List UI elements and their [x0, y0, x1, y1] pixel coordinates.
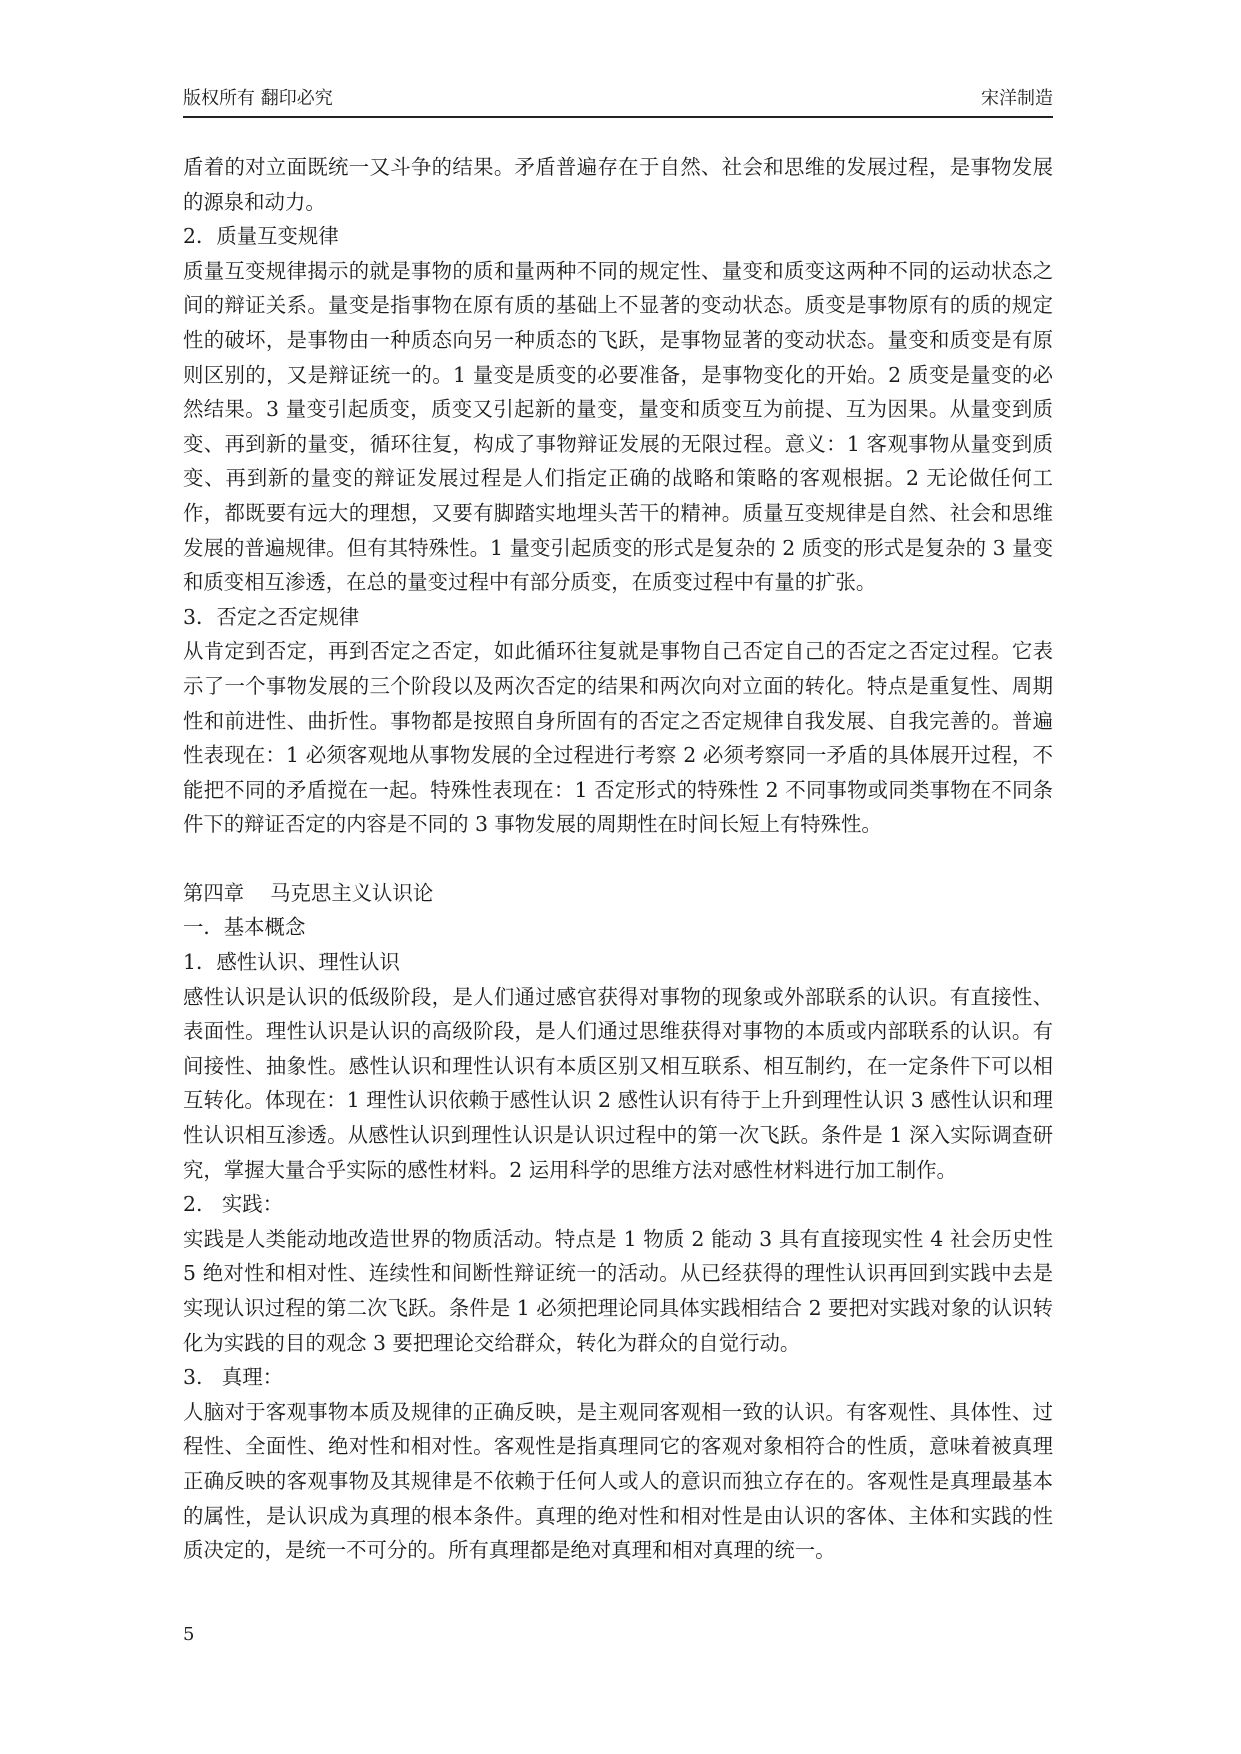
paragraph-practice: 实践是人类能动地改造世界的物质活动。特点是 1 物质 2 能动 3 具有直接现实性 4 社会历史性 5 绝对性和相对性、连续性和间断性辩证统一的活动。从已经获得的理性认识再回到实践中去是实现认识过程的第二次飞跃。条件是 1 必须把理论同具体实践相结合 2 要把对实践对象的认识转化为实践的目的观念 3 要把理论交给群众，转化为群众的自觉行动。: [183, 1226, 1053, 1355]
page-header: [183, 88, 1053, 118]
chapter-title: 第四章 马克思主义认识论: [183, 880, 434, 905]
heading-perceptual-rational: 1．感性认识、理性认识: [183, 950, 400, 975]
paragraph-perceptual-rational: 感性认识是认识的低级阶段，是人们通过感官获得对事物的现象或外部联系的认识。有直接性、表面性。理性认识是认识的高级阶段，是人们通过思维获得对事物的本质或内部联系的认识。有间接性、抽象性。感性认识和理性认识有本质区别又相互联系、相互制约，在一定条件下可以相互转化。体现在：1 理性认识依赖于感性认识 2 感性认识有待于上升到理性认识 3 感性认识和理性认识相互渗透。从感性认识到理性认识是认识过程中的第一次飞跃。条件是 1 深入实际调查研究，掌握大量合乎实际的感性材料。2 运用科学的思维方法对感性材料进行加工制作。: [183, 984, 1053, 1182]
heading-basic-concepts: 一．基本概念: [183, 915, 306, 940]
heading-negation: 3．否定之否定规律: [183, 604, 360, 629]
heading-quality-quantity: 2．质量互变规律: [183, 224, 339, 249]
page-number: 5: [183, 1624, 195, 1645]
paragraph-quality-quantity: 质量互变规律揭示的就是事物的质和量两种不同的规定性、量变和质变这两种不同的运动状态之间的辩证关系。量变是指事物在原有质的基础上不显著的变动状态。质变是事物原有的质的规定性的破坏，是事物由一种质态向另一种质态的飞跃，是事物显著的变动状态。量变和质变是有原则区别的，又是辩证统一的。1 量变是质变的必要准备，是事物变化的开始。2 质变是量变的必然结果。3 量变引起质变，质变又引起新的量变，量变和质变互为前提、互为因果。从量变到质变、再到新的量变，循环往复，构成了事物辩证发展的无限过程。意义：1 客观事物从量变到质变、再到新的量变的辩证发展过程是人们指定正确的战略和策略的客观根据。2 无论做任何工作，都既要有远大的理想，又要有脚踏实地埋头苦干的精神。质量互变规律是自然、社会和思维发展的普遍规律。但有其特殊性。1 量变引起质变的形式是复杂的 2 质变的形式是复杂的 3 量变和质变相互渗透，在总的量变过程中有部分质变，在质变过程中有量的扩张。: [183, 258, 1053, 595]
header-copyright: 版权所有 翻印必究: [183, 88, 333, 109]
page-body: [183, 150, 1053, 1568]
heading-practice: 2. 实践：: [183, 1192, 284, 1217]
paragraph-truth: 人脑对于客观事物本质及规律的正确反映，是主观同客观相一致的认识。有客观性、具体性、过程性、全面性、绝对性和相对性。客观性是指真理同它的客观对象相符合的性质，意味着被真理正确反映的客观事物及其规律是不依赖于任何人或人的意识而独立存在的。客观性是真理最基本的属性，是认识成为真理的根本条件。真理的绝对性和相对性是由认识的客体、主体和实践的性质决定的，是统一不可分的。所有真理都是绝对真理和相对真理的统一。: [183, 1399, 1053, 1563]
paragraph-contradiction-end: 盾着的对立面既统一又斗争的结果。矛盾普遍存在于自然、社会和思维的发展过程，是事物发展的源泉和动力。: [183, 155, 1053, 214]
paragraph-negation: 从肯定到否定，再到否定之否定，如此循环往复就是事物自己否定自己的否定之否定过程。它表示了一个事物发展的三个阶段以及两次否定的结果和两次向对立面的转化。特点是重复性、周期性和前进性、曲折性。事物都是按照自身所固有的否定之否定规律自我发展、自我完善的。普遍性表现在：1 必须客观地从事物发展的全过程进行考察 2 必须考察同一矛盾的具体展开过程，不能把不同的矛盾搅在一起。特殊性表现在：1 否定形式的特殊性 2 不同事物或同类事物在不同条件下的辩证否定的内容是不同的 3 事物发展的周期性在时间长短上有特殊性。: [183, 639, 1053, 837]
heading-truth: 3. 真理：: [183, 1365, 284, 1390]
header-author: 宋洋制造: [981, 88, 1053, 109]
